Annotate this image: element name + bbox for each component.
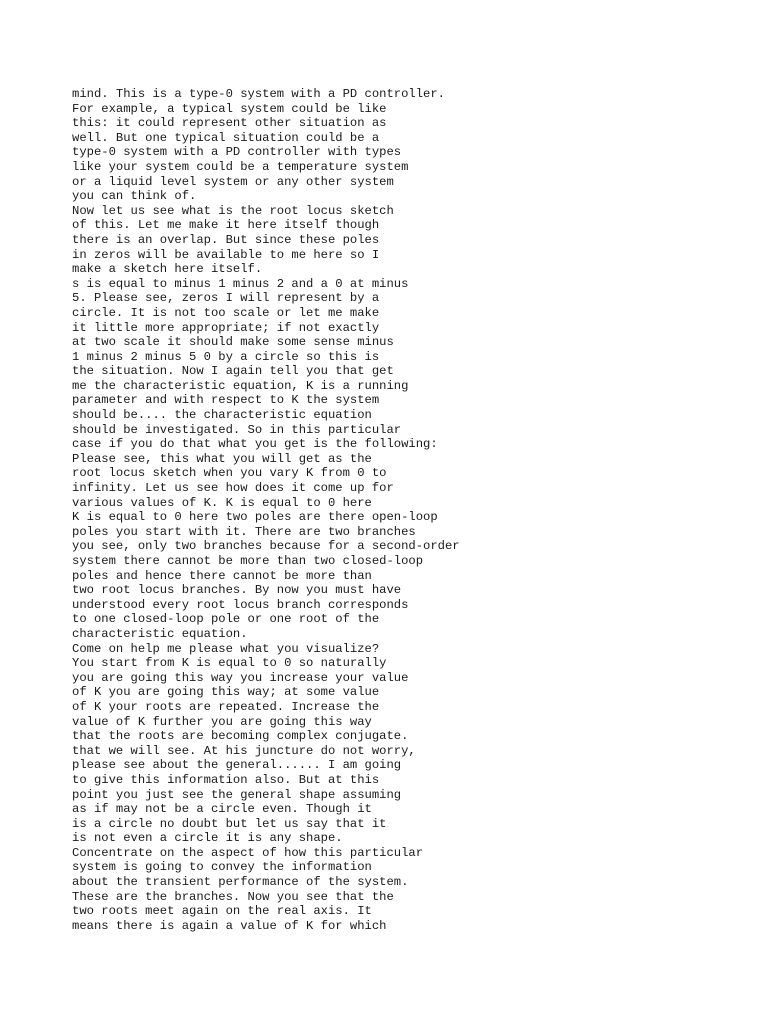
text-line: root locus sketch when you vary K from 0 to — [72, 466, 387, 481]
text-line: you are going this way you increase your value — [72, 670, 409, 685]
text-line: there is an overlap. But since these poles — [72, 232, 380, 247]
text-line: system there cannot be more than two closed-loop — [72, 554, 424, 568]
text-line: system is going to convey the information — [72, 860, 372, 875]
text-line: of this. Let me make it here itself though — [72, 218, 380, 233]
text-line: this: it could represent other situation as — [72, 116, 387, 131]
text-line: you see, only two branches because for a second-order — [72, 539, 460, 554]
text-line: For example, a typical system could be like — [72, 101, 387, 116]
text-line: me the characteristic equation, K is a running — [72, 378, 409, 393]
text-line: that the roots are becoming complex conjugate. — [72, 729, 409, 744]
text-line: s is equal to minus 1 minus 2 and a 0 at minus — [72, 276, 409, 291]
text-line: please see about the general...... I am going — [72, 758, 402, 773]
text-line: or a liquid level system or any other system — [72, 174, 394, 189]
text-line: of K you are going this way; at some value — [72, 685, 380, 700]
text-line: infinity. Let us see how does it come up for — [72, 481, 394, 496]
text-line: it little more appropriate; if not exactly — [72, 320, 380, 335]
text-line: in zeros will be available to me here so I — [72, 247, 380, 262]
text-line: understood every root locus branch corresponds — [72, 597, 409, 612]
text-line: various values of K. K is equal to 0 here — [72, 495, 372, 510]
text-line: 5. Please see, zeros I will represent by a — [72, 291, 380, 306]
text-line: make a sketch here itself. — [72, 262, 263, 277]
text-line: Please see, this what you will get as the — [72, 451, 372, 466]
text-line: Now let us see what is the root locus sketch — [72, 203, 394, 218]
text-line: type-0 system with a PD controller with types — [72, 145, 402, 160]
text-line: about the transient performance of the system. — [72, 875, 409, 890]
text-line: case if you do that what you get is the following: — [72, 437, 438, 452]
text-line: at two scale it should make some sense minus — [72, 335, 394, 350]
text-line: These are the branches. Now you see that the — [72, 889, 394, 904]
text-line: poles you start with it. There are two branches — [72, 524, 416, 539]
text-line: parameter and with respect to K the system — [72, 393, 380, 408]
text-line: as if may not be a circle even. Though it — [72, 802, 372, 817]
text-line: poles and hence there cannot be more than — [72, 568, 372, 583]
text-line: characteristic equation. — [72, 626, 248, 641]
text-line: is a circle no doubt but let us say that it — [72, 816, 387, 831]
text-line: Come on help me please what you visualize? — [72, 641, 380, 656]
text-line: means there is again a value of K for which — [72, 918, 387, 933]
text-line: well. But one typical situation could be a — [72, 130, 380, 145]
text-line: the situation. Now I again tell you that get — [72, 364, 394, 379]
text-line: you can think of. — [72, 189, 197, 204]
text-line: to give this information also. But at this — [72, 772, 380, 787]
text-line: two roots meet again on the real axis. It — [72, 904, 372, 919]
text-line: value of K further you are going this way — [72, 714, 372, 729]
text-line: Concentrate on the aspect of how this particular — [72, 845, 424, 860]
text-line: mind. This is a type-0 system with a PD controller. — [72, 87, 445, 101]
text-line: should be investigated. So in this particular — [72, 422, 402, 437]
text-line: circle. It is not too scale or let me make — [72, 305, 380, 320]
text-line: point you just see the general shape assuming — [72, 787, 402, 802]
text-line: is not even a circle it is any shape. — [72, 831, 343, 846]
text-line: 1 minus 2 minus 5 0 by a circle so this is — [72, 349, 380, 364]
text-line: of K your roots are repeated. Increase the — [72, 699, 380, 714]
text-line: to one closed-loop pole or one root of the — [72, 612, 380, 627]
transcript-text-block — [72, 87, 672, 933]
text-line: K is equal to 0 here two poles are there open-loop — [72, 510, 438, 525]
text-line: You start from K is equal to 0 so naturally — [72, 656, 387, 671]
text-line: two root locus branches. By now you must have — [72, 583, 402, 598]
text-line: like your system could be a temperature system — [72, 159, 409, 174]
text-line: that we will see. At his juncture do not worry, — [72, 743, 416, 758]
text-line: should be.... the characteristic equation — [72, 408, 372, 423]
